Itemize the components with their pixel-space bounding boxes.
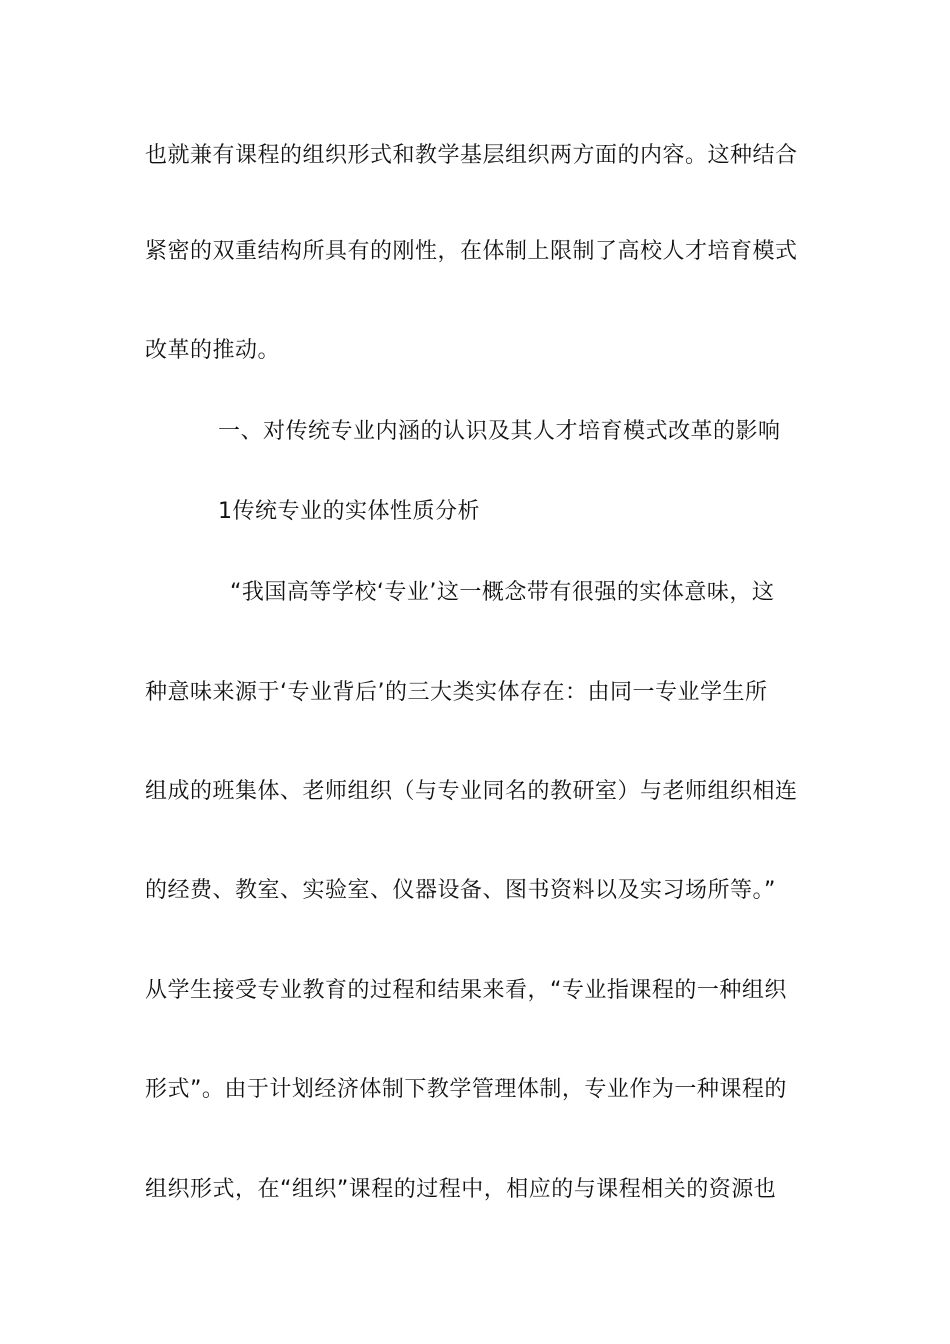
paragraph-line: 形式”。由于计划经济体制下教学管理体制，专业作为一种课程的 bbox=[145, 1077, 787, 1102]
paragraph-line: 也就兼有课程的组织形式和教学基层组织两方面的内容。这种结合 bbox=[145, 143, 798, 168]
subsection-heading: 1传统专业的实体性质分析 bbox=[218, 499, 480, 524]
paragraph-line: 改革的推动。 bbox=[145, 338, 281, 363]
paragraph-line: 紧密的双重结构所具有的刚性，在体制上限制了高校人才培育模式 bbox=[145, 239, 798, 264]
paragraph-line: “我国高等学校‘专业’这一概念带有很强的实体意味，这 bbox=[230, 580, 775, 605]
section-heading: 一、对传统专业内涵的认识及其人才培育模式改革的影响 bbox=[218, 419, 781, 444]
paragraph-line: 从学生接受专业教育的过程和结果来看，“专业指课程的一种组织 bbox=[145, 978, 787, 1003]
paragraph-line: 种意味来源于‘专业背后’的三大类实体存在：由同一专业学生所 bbox=[145, 680, 768, 705]
paragraph-line: 组成的班集体、老师组织（与专业同名的教研室）与老师组织相连 bbox=[145, 779, 798, 804]
paragraph-line: 的经费、教室、实验室、仪器设备、图书资料以及实习场所等。” bbox=[145, 878, 776, 903]
paragraph-line: 组织形式，在“组织”课程的过程中，相应的与课程相关的资源也 bbox=[145, 1177, 777, 1202]
